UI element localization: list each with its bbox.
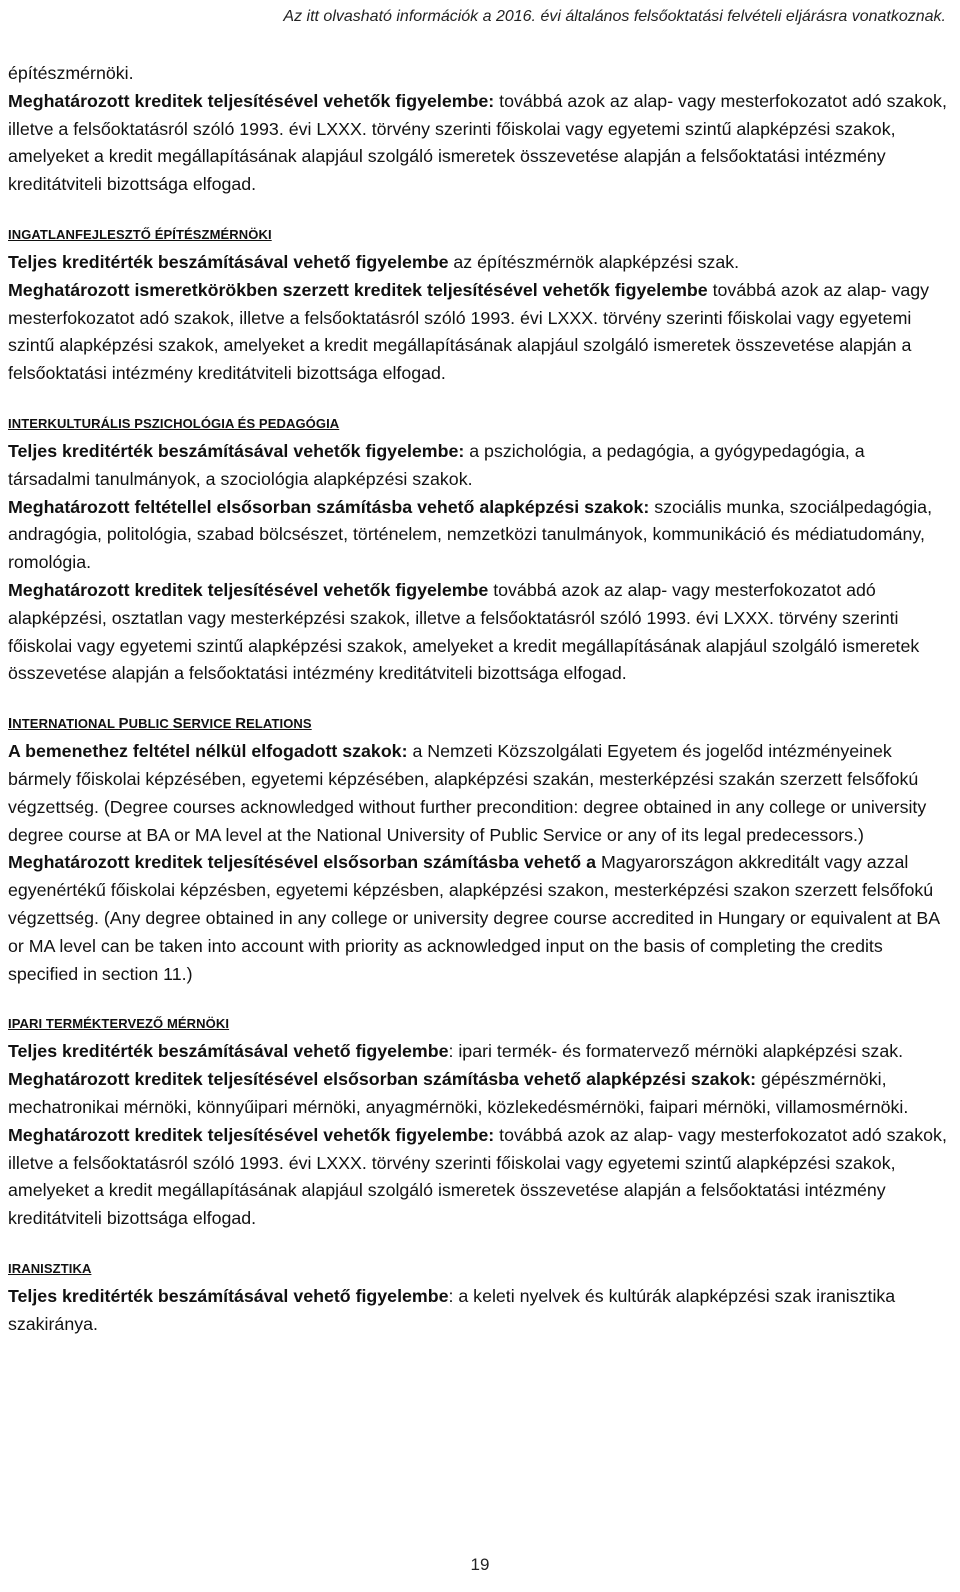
section-heading: IPARI TERMÉKTERVEZŐ MÉRNÖKI [8, 1016, 230, 1032]
section-heading: IRANISZTIKA [8, 1260, 92, 1276]
paragraph-lead: Meghatározott kreditek teljesítésével elsősorban számításba vehető a [8, 852, 596, 873]
paragraph-lead: Meghatározott kreditek teljesítésével vehetők figyelembe: [8, 1124, 495, 1145]
paragraph-lead: Teljes kreditérték beszámításával vehető figyelembe [8, 1285, 449, 1306]
paragraph-lead: Meghatározott kreditek teljesítésével vehetők figyelembe [8, 579, 489, 600]
paragraph-text: a Nemzeti Közszolgálati Egyetem és jogelőd intézményeinek bármely főiskolai képzésében, egyetemi képzésében, alapképzési szakán, mesterképzési szakán szerzett felsőfokú végzettség. (Degree courses acknowledged without further precondition: degree obtained in any college or university degree course at BA or MA level at the National University of Public Service or any of its legal predecessors.) [8, 741, 927, 845]
intro-paragraph-2 [8, 88, 950, 199]
section-paragraph [8, 1122, 950, 1233]
heading-rest: ELATIONS [246, 716, 312, 732]
section-interkulturalis [8, 414, 950, 688]
section-paragraph [8, 577, 950, 688]
section-paragraph [8, 1283, 950, 1339]
section-ipari-termektervezo [8, 1014, 950, 1233]
section-paragraph [8, 1038, 950, 1066]
section-paragraph [8, 738, 950, 849]
section-paragraph [8, 1066, 950, 1122]
paragraph-lead: Meghatározott feltétellel elsősorban számításba vehető alapképzési szakok: [8, 496, 650, 517]
document-body [8, 60, 950, 1338]
section-ingatlanfejleszto [8, 225, 950, 388]
heading-initial: P [118, 715, 129, 733]
section-paragraph [8, 438, 950, 494]
heading-rest: ERVICE [182, 716, 236, 732]
heading-initial: S [172, 715, 183, 733]
section-paragraph [8, 494, 950, 577]
section-heading: INGATLANFEJLESZTŐ ÉPÍTÉSZMÉRNÖKI [8, 226, 272, 242]
intro-paragraph-1: építészmérnöki. [8, 63, 134, 83]
section-heading: INTERKULTURÁLIS PSZICHOLÓGIA ÉS PEDAGÓGIA [8, 415, 340, 431]
paragraph-text: a pszichológia, a pedagógia, a gyógypedagógia, a társadalmi tanulmányok, a szociológia alapképzési szakok. [8, 440, 865, 489]
paragraph-lead: Teljes kreditérték beszámításával vehető figyelembe [8, 251, 449, 272]
heading-initial: R [235, 715, 247, 733]
paragraph-text: az építészmérnök alapképzési szak. [448, 251, 740, 272]
page-number: 19 [470, 1555, 490, 1574]
section-iranisztika [8, 1259, 950, 1339]
running-header: Az itt olvasható információk a 2016. évi általános felsőoktatási felvételi eljárásra vonatkoznak. [283, 8, 946, 25]
paragraph-text: továbbá azok az alap- vagy mesterfokozatot adó szakok, illetve a felsőoktatásról szóló 1993. évi LXXX. törvény szerinti főiskolai vagy egyetemi szintű alapképzési szakok, amelyeket a kredit megállapításának alapjául szolgáló ismeretek összevetése alapján a felsőoktatási intézmény kreditátviteli bizottsága elfogad. [8, 279, 930, 384]
paragraph-lead: A bemenethez feltétel nélkül elfogadott szakok: [8, 741, 408, 762]
paragraph-text: gépészmérnöki, mechatronikai mérnöki, könnyűipari mérnöki, anyagmérnöki, közlekedésmérnöki, faipari mérnöki, villamosmérnöki. [8, 1069, 909, 1117]
paragraph-text: továbbá azok az alap- vagy mesterfokozatot adó szakok, illetve a felsőoktatásról szóló 1993. évi LXXX. törvény szerinti főiskolai vagy egyetemi szintű alapképzési szakok, amelyeket a kredit megállapításának alapjául szolgáló ismeretek összevetése alapján a felsőoktatási intézmény kreditátviteli bizottsága elfogad. [8, 1124, 947, 1229]
section-paragraph [8, 277, 950, 388]
paragraph-text: : a keleti nyelvek és kultúrák alapképzési szak iranisztika szakiránya. [8, 1285, 896, 1334]
paragraph-text: Magyarországon akkreditált vagy azzal egyenértékű főiskolai képzésben, egyetemi képzésben, alapképzési szakon, mesterképzési szakon szerzett felsőfokú végzettség. (Any degree obtained in any college or university degree course accredited in Hungary or equivalent at BA or MA level can be taken into account with priority as acknowledged input on the basis of completing the credits specified in section 11.) [8, 852, 940, 984]
section-heading [8, 714, 950, 734]
paragraph-lead: Teljes kreditérték beszámításával vehetők figyelembe: [8, 440, 465, 461]
paragraph-text: szociális munka, szociálpedagógia, andragógia, politológia, szabad bölcsészet, történelem, nemzetközi tanulmányok, kommunikáció és médiatudomány, romológia. [8, 496, 933, 573]
paragraph-lead: Meghatározott ismeretkörökben szerzett kreditek teljesítésével vehetők figyelembe [8, 279, 708, 300]
heading-rest: NTERNATIONAL [12, 716, 119, 732]
paragraph-lead: Meghatározott kreditek teljesítésével elsősorban számításba vehető alapképzési szakok: [8, 1069, 757, 1090]
paragraph-lead: Teljes kreditérték beszámításával vehető figyelembe [8, 1041, 449, 1062]
section-paragraph [8, 849, 950, 988]
section-international-public-service [8, 714, 950, 988]
section-paragraph [8, 249, 950, 277]
heading-rest: UBLIC [128, 716, 173, 732]
intro-paragraph-2-text: továbbá azok az alap- vagy mesterfokozatot adó szakok, illetve a felsőoktatásról szóló 1993. évi LXXX. törvény szerinti főiskolai vagy egyetemi szintű alapképzési szakok, amelyeket a kredit megállapításának alapjául szolgáló ismeretek összevetése alapján a felsőoktatási intézmény kreditátviteli bizottsága elfogad. [8, 90, 947, 195]
heading-initial: I [8, 715, 13, 733]
intro-paragraph-2-lead: Meghatározott kreditek teljesítésével vehetők figyelembe: [8, 90, 495, 111]
paragraph-text: : ipari termék- és formatervező mérnöki alapképzési szak. [448, 1041, 904, 1062]
paragraph-text: továbbá azok az alap- vagy mesterfokozatot adó alapképzési, osztatlan vagy mesterképzési szakok, illetve a felsőoktatásról szóló 1993. évi LXXX. törvény szerinti főiskolai vagy egyetemi szintű alapképzési szakok, amelyeket a kredit megállapításának alapjául szolgáló ismeretek összevetése alapján a felsőoktatási intézmény kreditátviteli bizottsága elfogad. [8, 579, 920, 684]
